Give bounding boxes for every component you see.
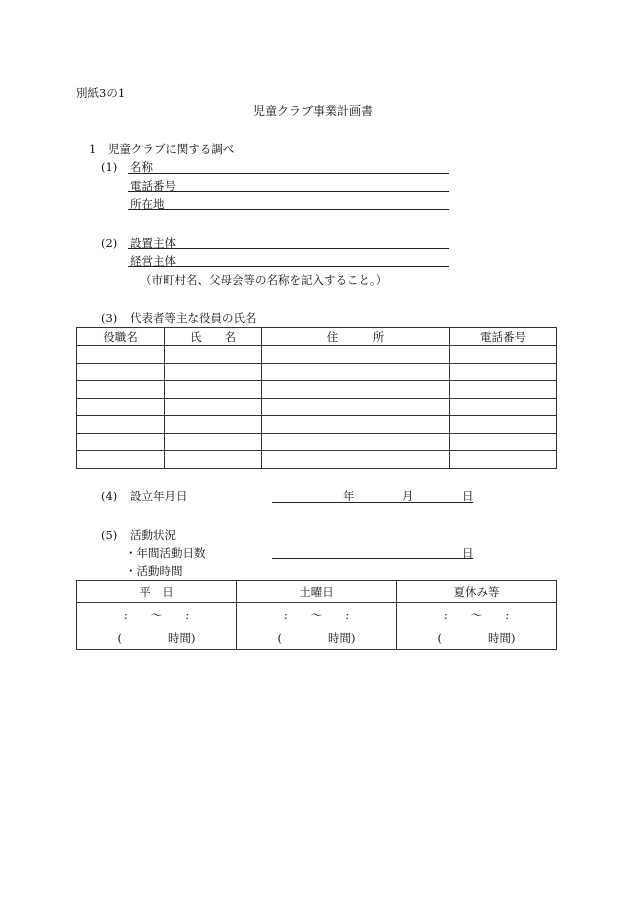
table-cell[interactable] [262, 363, 450, 381]
table-row [77, 433, 557, 451]
saturday-hours[interactable] [237, 626, 397, 650]
col-header-position: 役職名 [77, 328, 165, 346]
col-header-name: 氏 名 [165, 328, 262, 346]
paren-open: ( [437, 630, 442, 645]
table-cell[interactable] [165, 433, 262, 451]
paren-open: ( [117, 630, 122, 645]
table-cell[interactable] [262, 451, 450, 469]
day-unit: 日 [462, 489, 474, 503]
table-cell[interactable] [262, 433, 450, 451]
table-cell[interactable] [165, 416, 262, 434]
founder-field-line[interactable] [128, 248, 449, 249]
table-row [77, 398, 557, 416]
item4-number: (4) [101, 489, 118, 503]
hours-unit: 時間) [168, 630, 196, 645]
table-cell[interactable] [77, 381, 165, 399]
table-cell[interactable] [77, 451, 165, 469]
operator-field-line[interactable] [128, 266, 449, 267]
saturday-time-range[interactable]: : 〜 : [237, 603, 397, 627]
officers-label: 代表者等主な役員の氏名 [130, 311, 257, 325]
activity-hours-table [76, 580, 557, 650]
table-cell[interactable] [165, 346, 262, 364]
phone-field-label: 電話番号 [130, 179, 176, 193]
table-cell[interactable] [450, 416, 557, 434]
table-cell[interactable] [77, 346, 165, 364]
address-field-label: 所在地 [130, 197, 165, 211]
item2-number: (2) [101, 236, 118, 250]
table-cell[interactable] [450, 451, 557, 469]
table-row [77, 381, 557, 399]
table-cell[interactable] [165, 381, 262, 399]
month-unit: 月 [402, 489, 414, 503]
officers-header-row [77, 328, 557, 346]
table-cell[interactable] [450, 433, 557, 451]
founder-field-label: 設置主体 [130, 236, 176, 250]
table-cell[interactable] [262, 416, 450, 434]
table-row [77, 416, 557, 434]
col-header-phone: 電話番号 [450, 328, 557, 346]
col-header-summer: 夏休み等 [397, 581, 557, 603]
weekday-time-range[interactable]: : 〜 : [77, 603, 237, 627]
table-cell[interactable] [262, 381, 450, 399]
item1-number: (1) [101, 160, 118, 174]
col-header-saturday: 土曜日 [237, 581, 397, 603]
col-header-address: 住 所 [262, 328, 450, 346]
activity-status-label: 活動状況 [130, 528, 176, 542]
col-header-weekday: 平 日 [77, 581, 237, 603]
summer-time-range[interactable]: : 〜 : [397, 603, 557, 627]
annual-days-line[interactable] [272, 558, 473, 559]
officers-table [76, 327, 557, 469]
section1-heading: 1 児童クラブに関する調べ [89, 142, 235, 156]
phone-field-line[interactable] [128, 191, 449, 192]
name-field-line[interactable] [128, 173, 449, 174]
hours-header-row [77, 581, 557, 603]
table-cell[interactable] [450, 381, 557, 399]
operator-note: （市町村名、父母会等の名称を記入すること。） [140, 273, 388, 287]
table-cell[interactable] [450, 398, 557, 416]
table-cell[interactable] [450, 346, 557, 364]
table-cell[interactable] [262, 398, 450, 416]
table-cell[interactable] [262, 346, 450, 364]
hours-unit: 時間) [488, 630, 516, 645]
table-cell[interactable] [77, 363, 165, 381]
document-code: 別紙3の1 [76, 86, 126, 100]
table-row [77, 363, 557, 381]
document-title: 児童クラブ事業計画書 [253, 104, 374, 118]
summer-hours[interactable] [397, 626, 557, 650]
table-cell[interactable] [165, 398, 262, 416]
founding-date-line[interactable] [272, 502, 473, 503]
paren-open: ( [277, 630, 282, 645]
table-cell[interactable] [77, 416, 165, 434]
table-cell[interactable] [77, 433, 165, 451]
activity-hours-label: ・活動時間 [125, 564, 183, 578]
hours-total-row [77, 626, 557, 650]
address-field-line[interactable] [128, 209, 449, 210]
table-cell[interactable] [165, 451, 262, 469]
founding-date-label: 設立年月日 [130, 489, 188, 503]
item3-number: (3) [101, 311, 118, 325]
table-cell[interactable] [450, 363, 557, 381]
annual-days-unit: 日 [462, 546, 474, 560]
name-field-label: 名称 [130, 160, 153, 174]
table-cell[interactable] [165, 363, 262, 381]
hours-unit: 時間) [328, 630, 356, 645]
weekday-hours[interactable] [77, 626, 237, 650]
table-row [77, 451, 557, 469]
table-cell[interactable] [77, 398, 165, 416]
operator-field-label: 経営主体 [130, 254, 176, 268]
year-unit: 年 [343, 489, 355, 503]
item5-number: (5) [101, 528, 118, 542]
hours-row [77, 603, 557, 627]
table-row [77, 346, 557, 364]
annual-days-label: ・年間活動日数 [125, 546, 206, 560]
